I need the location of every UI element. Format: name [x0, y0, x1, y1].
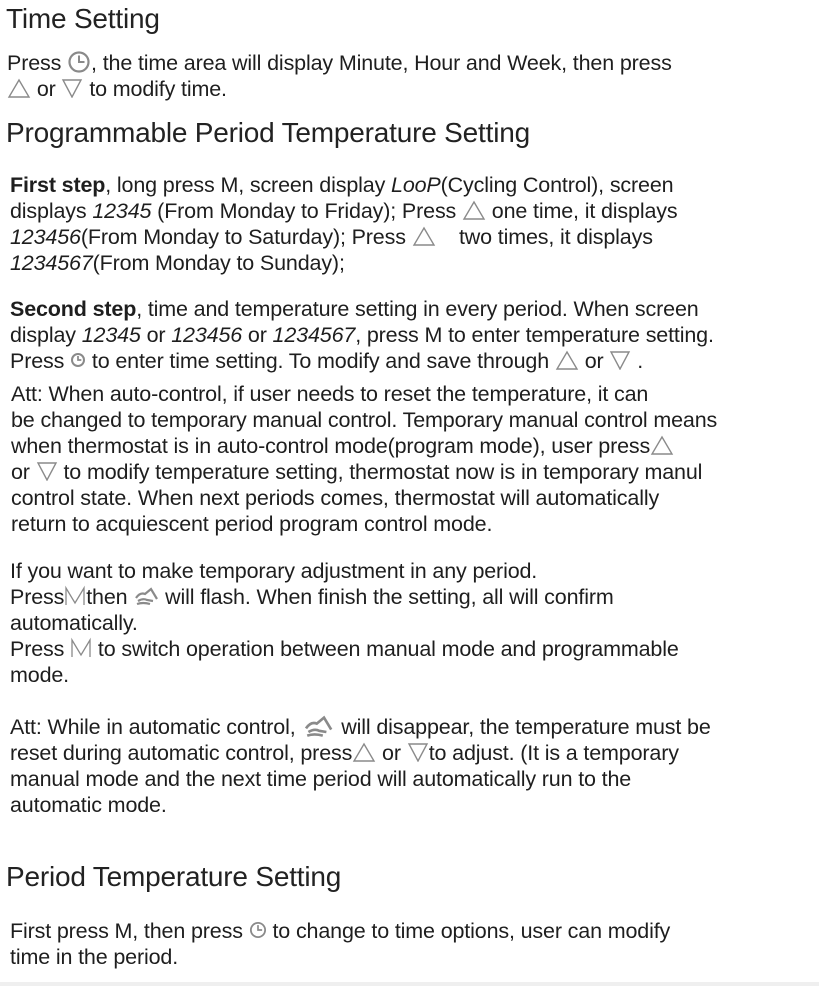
hand-icon — [301, 714, 335, 738]
text: or — [242, 323, 273, 347]
text: or — [11, 460, 30, 484]
text: or — [140, 323, 172, 347]
text: First press M, then press — [10, 919, 243, 943]
text: LooP — [391, 173, 441, 197]
text: to switch operation between manual mode and programmable — [97, 637, 679, 661]
text: 12345 — [81, 323, 141, 347]
clock-icon — [67, 50, 91, 74]
text: mode. — [10, 663, 70, 687]
text: be changed to temporary manual control. Temporary manual control means — [11, 408, 718, 432]
text: If you want to make temporary adjustment in any period. — [10, 559, 538, 583]
text: or — [584, 349, 604, 373]
text: to enter time setting. To modify and save through — [91, 349, 550, 373]
temporary-adjustment-paragraph — [10, 558, 679, 688]
time-setting-paragraph — [7, 50, 672, 102]
down-triangle-icon — [609, 350, 631, 370]
att-automatic-control-paragraph — [10, 714, 711, 818]
m-button-icon — [64, 585, 86, 607]
down-triangle-icon — [407, 742, 429, 762]
text: or — [36, 77, 56, 101]
text: to modify time. — [89, 77, 227, 101]
text: reset during automatic control, press — [10, 741, 353, 765]
text: return to acquiescent period program control mode. — [11, 512, 493, 536]
text: Press — [7, 51, 62, 75]
second-step-label: Second step — [10, 297, 137, 321]
page-bottom-edge — [0, 982, 819, 986]
heading-programmable-period: Programmable Period Temperature Setting — [6, 117, 530, 148]
text: automatic mode. — [10, 793, 167, 817]
text: 12345 — [92, 199, 152, 223]
text: 123456 — [171, 323, 243, 347]
hand-icon — [133, 586, 159, 606]
text: 1234567 — [272, 323, 356, 347]
text: (Cycling Control), screen — [440, 173, 674, 197]
text: , press M to enter temperature setting. — [355, 323, 714, 347]
text: 123456 — [10, 225, 81, 249]
text: manual mode and the next time period will automatically run to the — [10, 767, 632, 791]
text: Att: While in automatic control, — [10, 715, 296, 739]
text: when thermostat is in auto-control mode(program mode), user press — [11, 434, 651, 458]
first-step-paragraph — [10, 172, 677, 276]
text: two times, it displays — [458, 225, 653, 249]
heading-period-temperature: Period Temperature Setting — [6, 861, 342, 892]
text: to modify temperature setting, thermostat now is in temporary manul — [63, 460, 703, 484]
text: Press — [10, 585, 65, 609]
text: automatically. — [10, 611, 138, 635]
text: , the time area will display Minute, Hour and Week, then press — [91, 51, 672, 75]
text: control state. When next periods comes, thermostat will automatically — [11, 486, 660, 510]
up-triangle-icon — [7, 78, 31, 98]
text: time in the period. — [10, 945, 179, 969]
text: , long press M, screen display — [105, 173, 392, 197]
att-auto-control-paragraph — [11, 381, 717, 537]
text: Press — [10, 349, 65, 373]
clock-icon — [249, 921, 267, 939]
text: . — [637, 349, 644, 373]
text: will disappear, the temperature must be — [341, 715, 711, 739]
text: Press — [10, 637, 65, 661]
text: or — [382, 741, 401, 765]
text: will flash. When finish the setting, all will confirm — [165, 585, 614, 609]
text: (From Monday to Friday); Press — [151, 199, 457, 223]
text: to adjust. (It is a temporary — [428, 741, 679, 765]
first-step-label: First step — [10, 173, 106, 197]
m-button-icon — [70, 637, 92, 659]
text: , time and temperature setting in every period. When screen — [136, 297, 699, 321]
text: then — [86, 585, 128, 609]
heading-time-setting: Time Setting — [6, 3, 160, 34]
text: 1234567 — [10, 251, 93, 275]
second-step-paragraph — [10, 296, 714, 374]
text: display — [10, 323, 82, 347]
text: one time, it displays — [491, 199, 678, 223]
up-triangle-icon — [555, 350, 579, 370]
up-triangle-icon — [412, 226, 436, 246]
clock-icon — [70, 352, 86, 368]
up-triangle-icon — [352, 742, 376, 762]
text: (From Monday to Sunday); — [92, 251, 345, 275]
text: to change to time options, user can modify — [272, 919, 671, 943]
down-triangle-icon — [36, 461, 58, 481]
text: (From Monday to Saturday); Press — [80, 225, 406, 249]
down-triangle-icon — [61, 78, 83, 98]
period-temperature-paragraph — [10, 918, 670, 970]
text: displays — [10, 199, 93, 223]
text: Att: When auto-control, if user needs to reset the temperature, it can — [11, 382, 649, 406]
up-triangle-icon — [462, 200, 486, 220]
up-triangle-icon — [650, 435, 674, 455]
